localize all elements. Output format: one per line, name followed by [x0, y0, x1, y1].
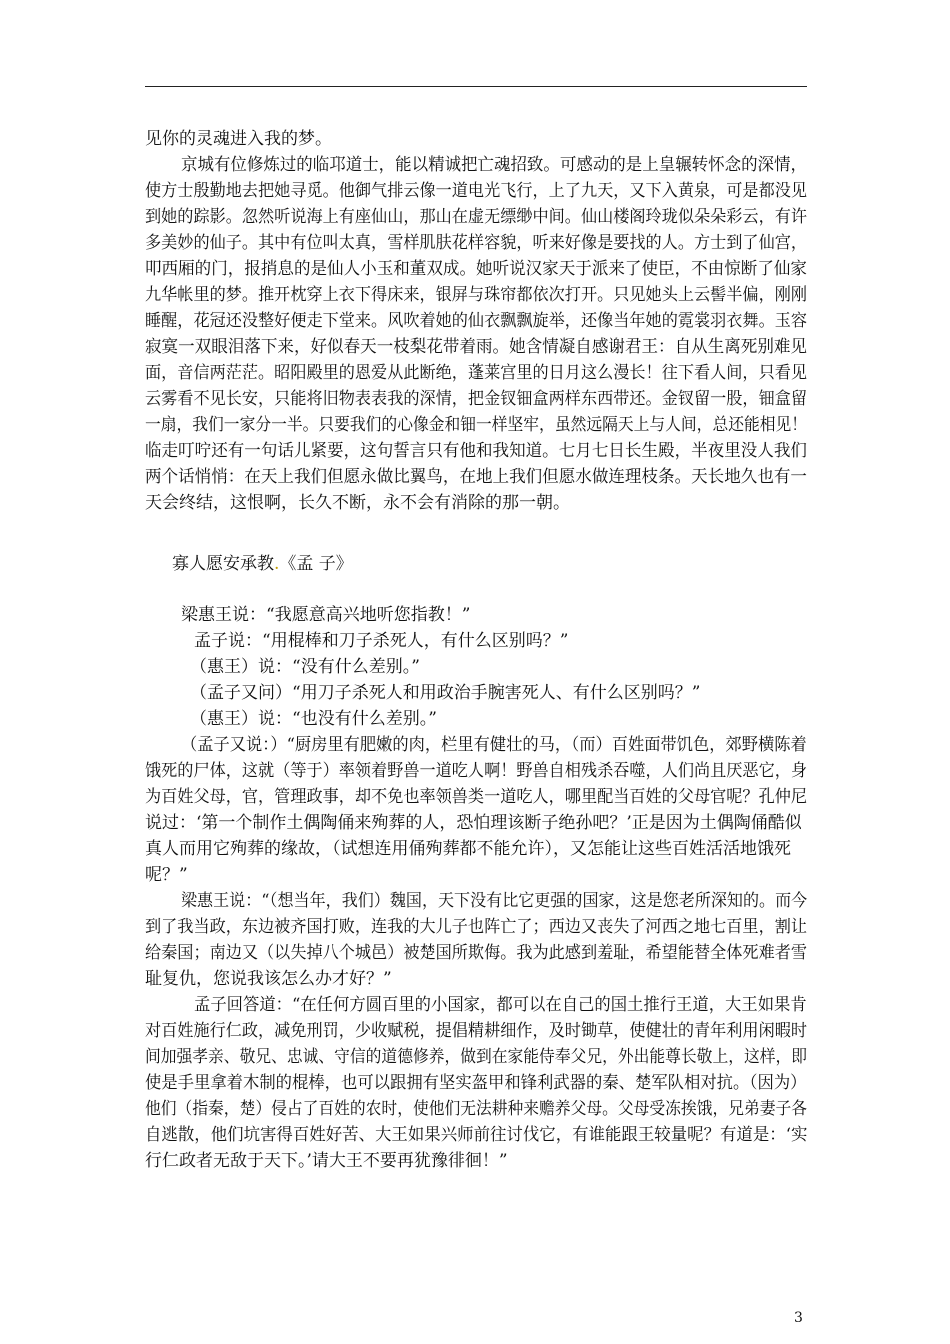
text-line: 梁惠王说：“我愿意高兴地听您指教！”: [181, 605, 471, 625]
text-line: 使是手里拿着木制的棍棒，也可以跟拥有坚实盔甲和锋利武器的秦、楚军队相对抗。（因为）: [145, 1073, 807, 1093]
text-line: 九华帐里的梦。推开枕穿上衣下得床来，银屏与珠帘都依次打开。只见她头上云髻半偏，刚刚: [145, 285, 808, 305]
text-line: 间加强孝亲、敬兄、忠诚、守信的道德修养，做到在家能侍奉父兄，外出能尊长敬上，这样，即: [145, 1047, 808, 1067]
text-line: 他们（指秦，楚）侵占了百姓的农时，使他们无法耕种来赡养父母。父母受冻挨饿，兄弟妻子各: [145, 1099, 808, 1119]
text-line: 为百姓父母，官，管理政事，却不免也率领兽类一道吃人，哪里配当百姓的父母官呢？孔仲尼: [145, 787, 808, 807]
text-line: 云雾看不见长安，只能将旧物表表我的深情，把金钗钿盒两样东西带还。金钗留一股，钿盒留: [145, 389, 808, 409]
section-title: 寡人愿安承教: [172, 554, 274, 574]
text-line: 梁惠王说：“（想当年，我们）魏国，天下没有比它更强的国家，这是您老所深知的。而今: [181, 891, 808, 911]
text-line: 见你的灵魂进入我的梦。: [145, 129, 332, 149]
text-line: 到了我当政，东边被齐国打败，连我的大儿子也阵亡了；西边又丧失了河西之地七百里，割让: [145, 917, 808, 937]
section-source: 《孟 子》: [279, 554, 353, 574]
text-line: 说过：‘第一个制作土偶陶俑来殉葬的人，恐怕理该断子绝孙吧？’正是因为土偶陶俑酷似: [145, 813, 802, 833]
text-line: （孟子又问）“用刀子杀死人和用政治手腕害死人、有什么区别吗？”: [190, 683, 701, 703]
text-line: （惠王）说：“也没有什么差别。”: [190, 709, 437, 729]
text-line: 自逃散，他们坑害得百姓好苦、大王如果兴师前往讨伐它，有谁能跟王较量呢？有道是：‘实: [145, 1125, 808, 1145]
text-line: （惠王）说：“没有什么差别。”: [190, 657, 420, 677]
text-line: 京城有位修炼过的临邛道士，能以精诚把亡魂招致。可感动的是上皇辗转怀念的深情，: [181, 155, 807, 175]
text-line: （孟子又说：）“厨房里有肥嫩的肉，栏里有健壮的马，（而）百姓面带饥色，郊野横陈着: [181, 735, 807, 755]
text-line: 真人而用它殉葬的缘故，（试想连用俑殉葬都不能允许），又怎能让这些百姓活活地饿死: [145, 839, 791, 859]
text-line: 一扇，我们一家分一半。只要我们的心像金和钿一样坚牢，虽然远隔天上与人间，总还能相见！: [145, 415, 808, 435]
text-line: 饿死的尸体，这就（等于）率领着野兽一道吃人啊！野兽自相残杀吞噬，人们尚且厌恶它，身: [145, 761, 808, 781]
text-line: 孟子说：“用棍棒和刀子杀死人，有什么区别吗？”: [194, 631, 569, 651]
text-line: 到她的踪影。忽然听说海上有座仙山，那山在虚无缥缈中间。仙山楼阁玲珑似朵朵彩云，有许: [145, 207, 808, 227]
text-line: 使方士殷勤地去把她寻觅。他御气排云像一道电光飞行，上了九天，又下入黄泉，可是都没见: [145, 181, 808, 201]
text-line: 孟子回答道：“在任何方圆百里的小国家，都可以在自己的国土推行王道，大王如果肯: [194, 995, 807, 1015]
text-line: 寂寞一双眼泪落下来，好似春天一枝梨花带着雨。她含情凝自感谢君王：自从生离死别难见: [145, 337, 807, 357]
section-title-dot: .: [274, 554, 280, 574]
page-number: 3: [794, 1310, 803, 1326]
text-line: 行仁政者无敌于天下。’请大王不要再犹豫徘徊！”: [145, 1151, 508, 1171]
section-heading: [172, 551, 353, 577]
text-line: 多美妙的仙子。其中有位叫太真，雪样肌肤花样容貌，听来好像是要找的人。方士到了仙宫，: [145, 233, 808, 253]
text-line: 对百姓施行仁政，减免刑罚，少收赋税，提倡精耕细作，及时锄草，使健壮的青年利用闲暇时: [145, 1021, 808, 1041]
text-line: 呢？”: [145, 865, 188, 885]
text-line: 面，音信两茫茫。昭阳殿里的恩爱从此断绝，蓬莱宫里的日月这么漫长！往下看人间，只看见: [145, 363, 808, 383]
text-line: 叩西厢的门，报捎息的是仙人小玉和董双成。她听说汉家天于派来了使臣，不由惊断了仙家: [145, 259, 807, 279]
text-line: 两个话悄悄：在天上我们但愿永做比翼鸟，在地上我们但愿水做连理枝条。天长地久也有一: [145, 467, 807, 487]
text-line: 给秦国；南边又（以失掉八个城邑）被楚国所欺侮。我为此感到羞耻，希望能替全体死难者雪: [145, 943, 808, 963]
text-line: 睡醒，花冠还没整好便走下堂来。风吹着她的仙衣飘飘旋举，还像当年她的霓裳羽衣舞。玉容: [145, 311, 808, 331]
text-line: 耻复仇，您说我该怎么办才好？”: [145, 969, 392, 989]
header-rule: [145, 86, 807, 87]
text-line: 临走叮咛还有一句话儿紧要，这句誓言只有他和我知道。七月七日长生殿，半夜里没人我们: [145, 441, 807, 461]
text-line: 天会终结，这恨啊，长久不断，永不会有消除的那一朝。: [145, 493, 570, 513]
